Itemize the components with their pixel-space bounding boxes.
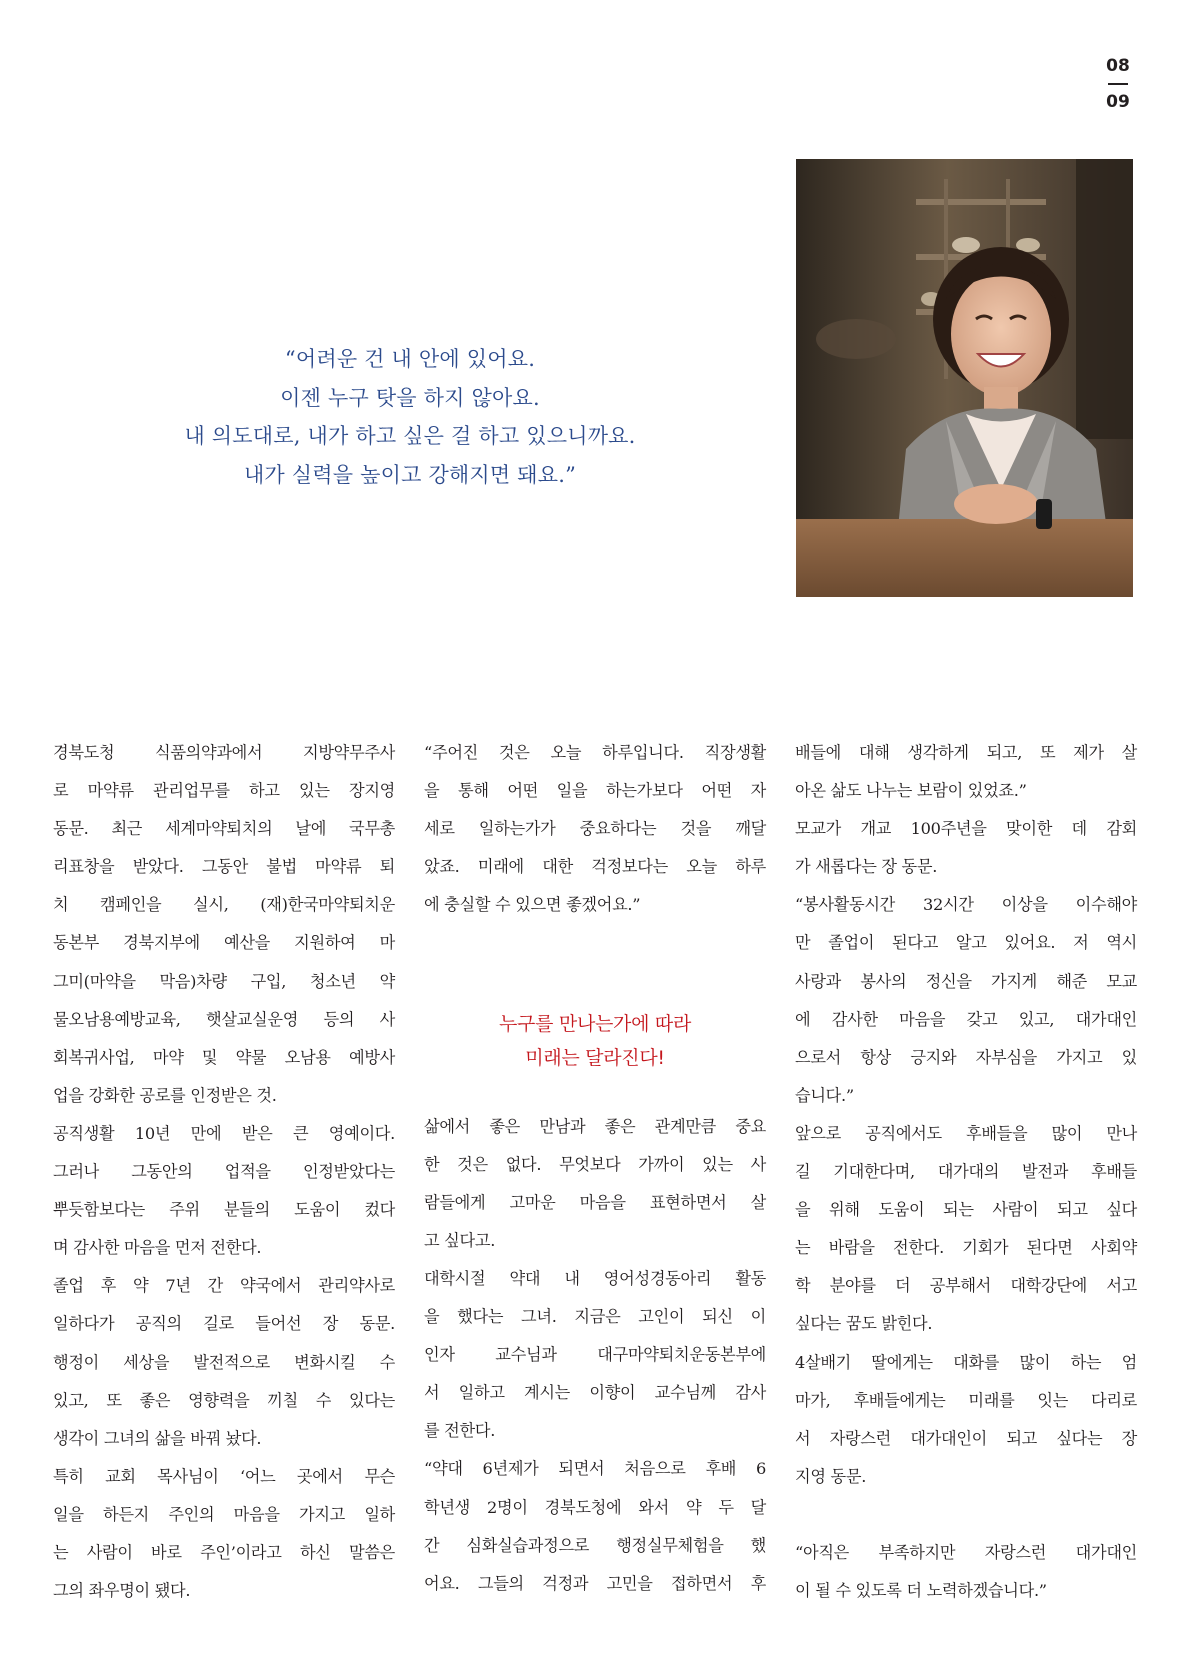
body-line: 대학시절 약대 내 영어성경동아리 활동	[424, 1268, 766, 1288]
body-line: 인자 교수님과 대구마약퇴치운동본부에	[424, 1345, 766, 1365]
body-line: 그미(마약을 막음)차량 구입, 청소년 약	[53, 971, 395, 991]
spacer	[424, 963, 766, 1007]
body-line: 학년생 2명이 경북도청에 와서 약 두 달	[424, 1497, 766, 1517]
body-line: 이 될 수 있도록 더 노력하겠습니다.”	[795, 1581, 1047, 1601]
spacer	[795, 1496, 1137, 1534]
body-line: 특히 교회 목사님이 ‘어느 곳에서 무슨	[53, 1466, 395, 1486]
body-line: 는 사람이 바로 주인’이라고 하신 말씀은	[53, 1542, 395, 1562]
spacer	[424, 924, 766, 962]
body-line: 로 마약류 관리업무를 하고 있는 장지영	[53, 781, 395, 801]
body-line: 고 싶다고.	[424, 1230, 496, 1250]
body-line: 물오남용예방교육, 햇살교실운영 등의 사	[53, 1009, 395, 1029]
page-number-left: 08	[1106, 56, 1130, 76]
portrait-photo	[796, 159, 1133, 597]
body-line: 있고, 또 좋은 영향력을 끼칠 수 있다는	[53, 1390, 395, 1410]
body-line: 삶에서 좋은 만남과 좋은 관계만큼 중요	[424, 1116, 766, 1136]
body-line: 가 새롭다는 장 동문.	[795, 857, 938, 877]
body-line: 4살배기 딸에게는 대화를 많이 하는 엄	[795, 1352, 1137, 1372]
pull-quote-line: 이젠 누구 탓을 하지 않아요.	[280, 385, 540, 410]
body-line: 아온 삶도 나누는 보람이 있었죠.”	[795, 781, 1027, 801]
body-line: 람들에게 고마운 마음을 표현하면서 살	[424, 1192, 766, 1212]
body-line: 싶다는 꿈도 밝힌다.	[795, 1314, 933, 1334]
body-line: 업을 강화한 공로를 인정받은 것.	[53, 1085, 277, 1105]
body-line: 을 했다는 그녀. 지금은 고인이 되신 이	[424, 1307, 766, 1327]
body-line: 을 위해 도움이 되는 사람이 되고 싶다	[795, 1200, 1137, 1220]
body-line: 행정이 세상을 발전적으로 변화시킬 수	[53, 1352, 395, 1372]
body-line: 배들에 대해 생각하게 되고, 또 제가 살	[795, 743, 1137, 762]
body-line: 며 감사한 마음을 먼저 전한다.	[53, 1238, 262, 1258]
body-line: 지영 동문.	[795, 1466, 867, 1486]
pull-quote-line: “어려운 건 내 안에 있어요.	[284, 347, 536, 371]
body-line: 졸업 후 약 7년 간 약국에서 관리약사로	[53, 1276, 395, 1296]
body-line: 길 기대한다며, 대가대의 발전과 후배들	[795, 1162, 1137, 1182]
body-line: 서 일하고 계시는 이향이 교수님께 감사	[424, 1383, 766, 1403]
body-column-1	[53, 734, 395, 1610]
body-line: “봉사활동시간 32시간 이상을 이수해야	[795, 895, 1137, 915]
body-line: 을 통해 어떤 일을 하는가보다 어떤 자	[424, 781, 766, 801]
body-line: 일을 하든지 주인의 마음을 가지고 일하	[53, 1504, 395, 1524]
body-line: “주어진 것은 오늘 하루입니다. 직장생활	[424, 743, 766, 762]
body-line: 세로 일하는가가 중요하다는 것을 깨달	[424, 819, 766, 839]
body-line: “약대 6년제가 되면서 처음으로 후배 6	[424, 1459, 766, 1479]
body-line: 경북도청 식품의약과에서 지방약무주사	[53, 743, 395, 762]
body-line: 마가, 후배들에게는 미래를 잇는 다리로	[795, 1390, 1137, 1410]
body-line: 뿌듯함보다는 주위 분들의 도움이 컸다	[53, 1200, 395, 1220]
section-subheading: 미래는 달라진다!	[525, 1046, 665, 1069]
page-number-right: 09	[1106, 92, 1130, 112]
body-line: 앞으로 공직에서도 후배들을 많이 만나	[795, 1123, 1137, 1143]
body-line: 습니다.”	[795, 1085, 854, 1105]
body-line: 에 충실할 수 있으면 좋겠어요.”	[424, 895, 641, 915]
body-line: 간 심화실습과정으로 행정실무체험을 했	[424, 1535, 766, 1555]
body-line: 는 바람을 전한다. 기회가 된다면 사회약	[795, 1238, 1137, 1258]
body-line: 리표창을 받았다. 그동안 불법 마약류 퇴	[53, 857, 395, 877]
body-line: 생각이 그녀의 삶을 바꿔 놨다.	[53, 1428, 262, 1448]
body-line: “아직은 부족하지만 자랑스런 대가대인	[795, 1542, 1137, 1562]
body-line: 회복귀사업, 마약 및 약물 오남용 예방사	[53, 1047, 395, 1067]
pull-quote-line: 내가 실력을 높이고 강해지면 돼요.”	[243, 462, 577, 487]
body-line: 치 캠페인을 실시, (재)한국마약퇴치운	[53, 895, 395, 915]
spacer	[424, 1075, 766, 1108]
body-line: 았죠. 미래에 대한 걱정보다는 오늘 하루	[424, 857, 766, 877]
section-subheading: 누구를 만나는가에 따라	[498, 1012, 692, 1035]
body-line: 그러나 그동안의 업적을 인정받았다는	[53, 1162, 395, 1182]
body-line: 동본부 경북지부에 예산을 지원하여 마	[53, 933, 395, 953]
body-line: 사랑과 봉사의 정신을 가지게 해준 모교	[795, 971, 1137, 991]
pull-quote	[120, 340, 700, 494]
body-line: 한 것은 없다. 무엇보다 가까이 있는 사	[424, 1154, 766, 1174]
page-number-divider	[1108, 83, 1128, 85]
portrait-illustration	[796, 159, 1133, 597]
body-line: 에 감사한 마음을 갖고 있고, 대가대인	[795, 1009, 1137, 1029]
pull-quote-line: 내 의도대로, 내가 하고 싶은 걸 하고 있으니까요.	[184, 424, 636, 448]
body-line: 공직생활 10년 만에 받은 큰 영예이다.	[53, 1123, 395, 1143]
body-line: 학 분야를 더 공부해서 대학강단에 서고	[795, 1276, 1137, 1296]
body-column-2	[424, 734, 766, 1603]
page-numbers	[1103, 58, 1133, 111]
body-line: 모교가 개교 100주년을 맞이한 데 감회	[795, 819, 1137, 839]
body-line: 만 졸업이 된다고 알고 있어요. 저 역시	[795, 933, 1137, 953]
body-line: 그의 좌우명이 됐다.	[53, 1581, 191, 1601]
body-line: 어요. 그들의 걱정과 고민을 접하면서 후	[424, 1573, 766, 1593]
body-column-3	[795, 734, 1137, 1610]
body-line: 으로서 항상 긍지와 자부심을 가지고 있	[795, 1047, 1137, 1067]
body-line: 일하다가 공직의 길로 들어선 장 동문.	[53, 1314, 395, 1334]
body-line: 서 자랑스런 대가대인이 되고 싶다는 장	[795, 1428, 1137, 1448]
body-line: 동문. 최근 세계마약퇴치의 날에 국무총	[53, 819, 395, 839]
body-line: 를 전한다.	[424, 1421, 496, 1441]
